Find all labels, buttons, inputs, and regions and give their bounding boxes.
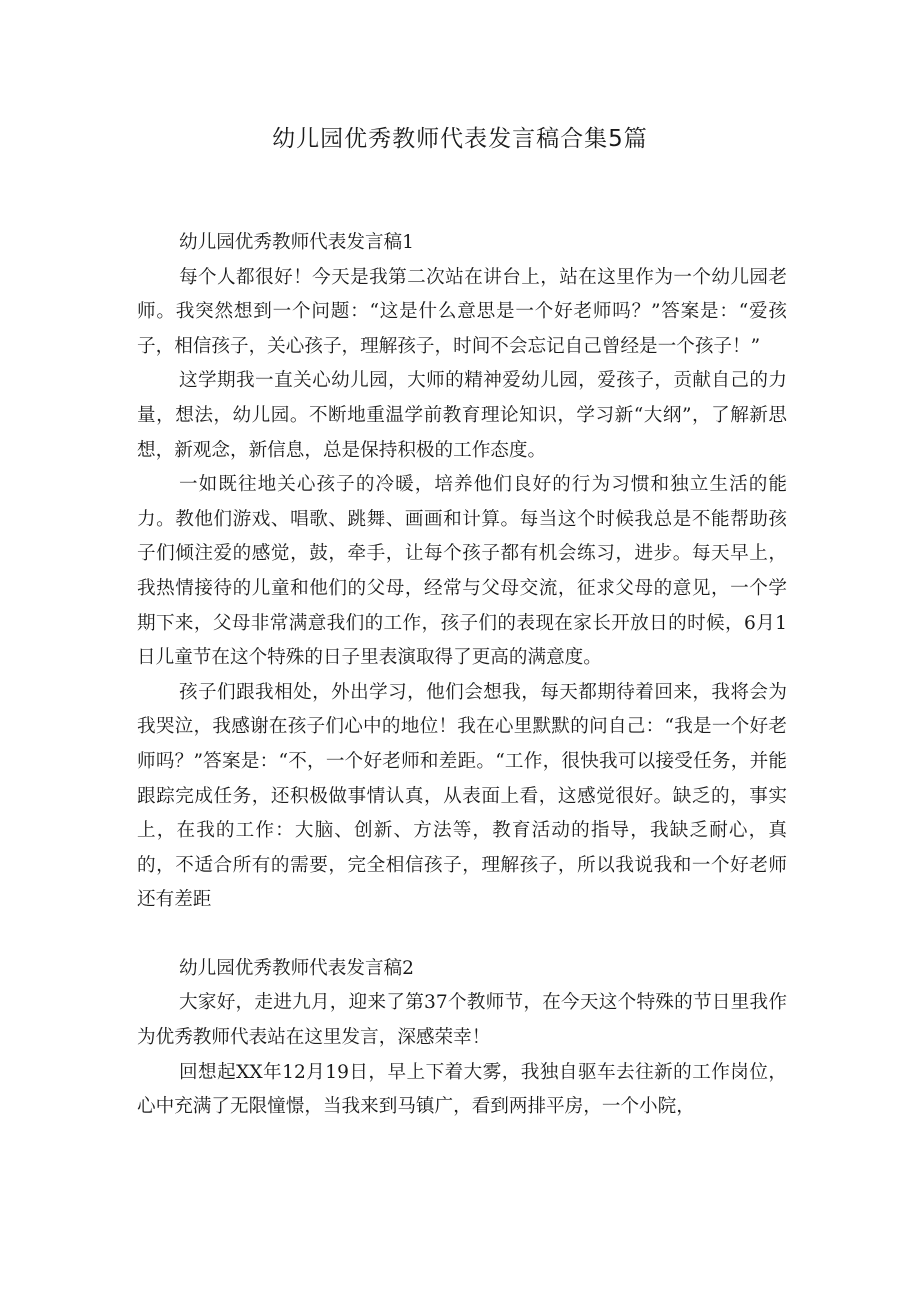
section-heading: 幼儿园优秀教师代表发言稿1 <box>179 232 414 253</box>
section-heading: 幼儿园优秀教师代表发言稿2 <box>179 957 414 979</box>
paragraph: 大家好，走进九月，迎来了第37个教师节，在今天这个特殊的节日里我作为优秀教师代表站在这里发言，深感荣幸！ <box>137 992 787 1049</box>
document-body <box>137 226 787 1125</box>
paragraph: 这学期我一直关心幼儿园，大师的精神爱幼儿园，爱孩子，贡献自己的力量，想法，幼儿园。不断地重温学前教育理论知识，学习新“大纲”，了解新思想，新观念，新信息，总是保持积极的工作态度。 <box>137 370 787 461</box>
section-2 <box>137 952 787 1125</box>
section-1 <box>137 226 787 918</box>
paragraph: 回想起XX年12月19日，早上下着大雾，我独自驱车去往新的工作岗位，心中充满了无限憧憬，当我来到马镇广，看到两排平房，一个小院， <box>137 1061 787 1118</box>
paragraph: 每个人都很好！今天是我第二次站在讲台上，站在这里作为一个幼儿园老师。我突然想到一个问题：“这是什么意思是一个好老师吗？”答案是：“爱孩子，相信孩子，关心孩子，理解孩子，时间不会忘记自己曾经是一个孩子！” <box>137 266 787 357</box>
document-title: 幼儿园优秀教师代表发言稿合集5篇 <box>272 126 648 152</box>
paragraph: 一如既往地关心孩子的冷暖，培养他们良好的行为习惯和独立生活的能力。教他们游戏、唱歌、跳舞、画画和计算。每当这个时候我总是不能帮助孩子们倾注爱的感觉，鼓，牵手，让每个孩子都有机会练习，进步。每天早上，我热情接待的儿童和他们的父母，经常与父母交流，征求父母的意见，一个学期下来，父母非常满意我们的工作，孩子们的表现在家长开放日的时候，6月1日儿童节在这个特殊的日子里表演取得了更高的满意度。 <box>137 474 787 669</box>
section-spacer <box>137 918 787 952</box>
paragraph: 孩子们跟我相处，外出学习，他们会想我，每天都期待着回来，我将会为我哭泣，我感谢在孩子们心中的地位！我在心里默默的问自己：“我是一个好老师吗？”答案是：“不，一个好老师和差距。“工作，很快我可以接受任务，并能跟踪完成任务，还积极做事情认真，从表面上看，这感觉很好。缺乏的，事实上，在我的工作：大脑、创新、方法等，教育活动的指导，我缺乏耐心，真的，不适合所有的需要，完全相信孩子，理解孩子，所以我说我和一个好老师还有差距 <box>137 681 787 911</box>
